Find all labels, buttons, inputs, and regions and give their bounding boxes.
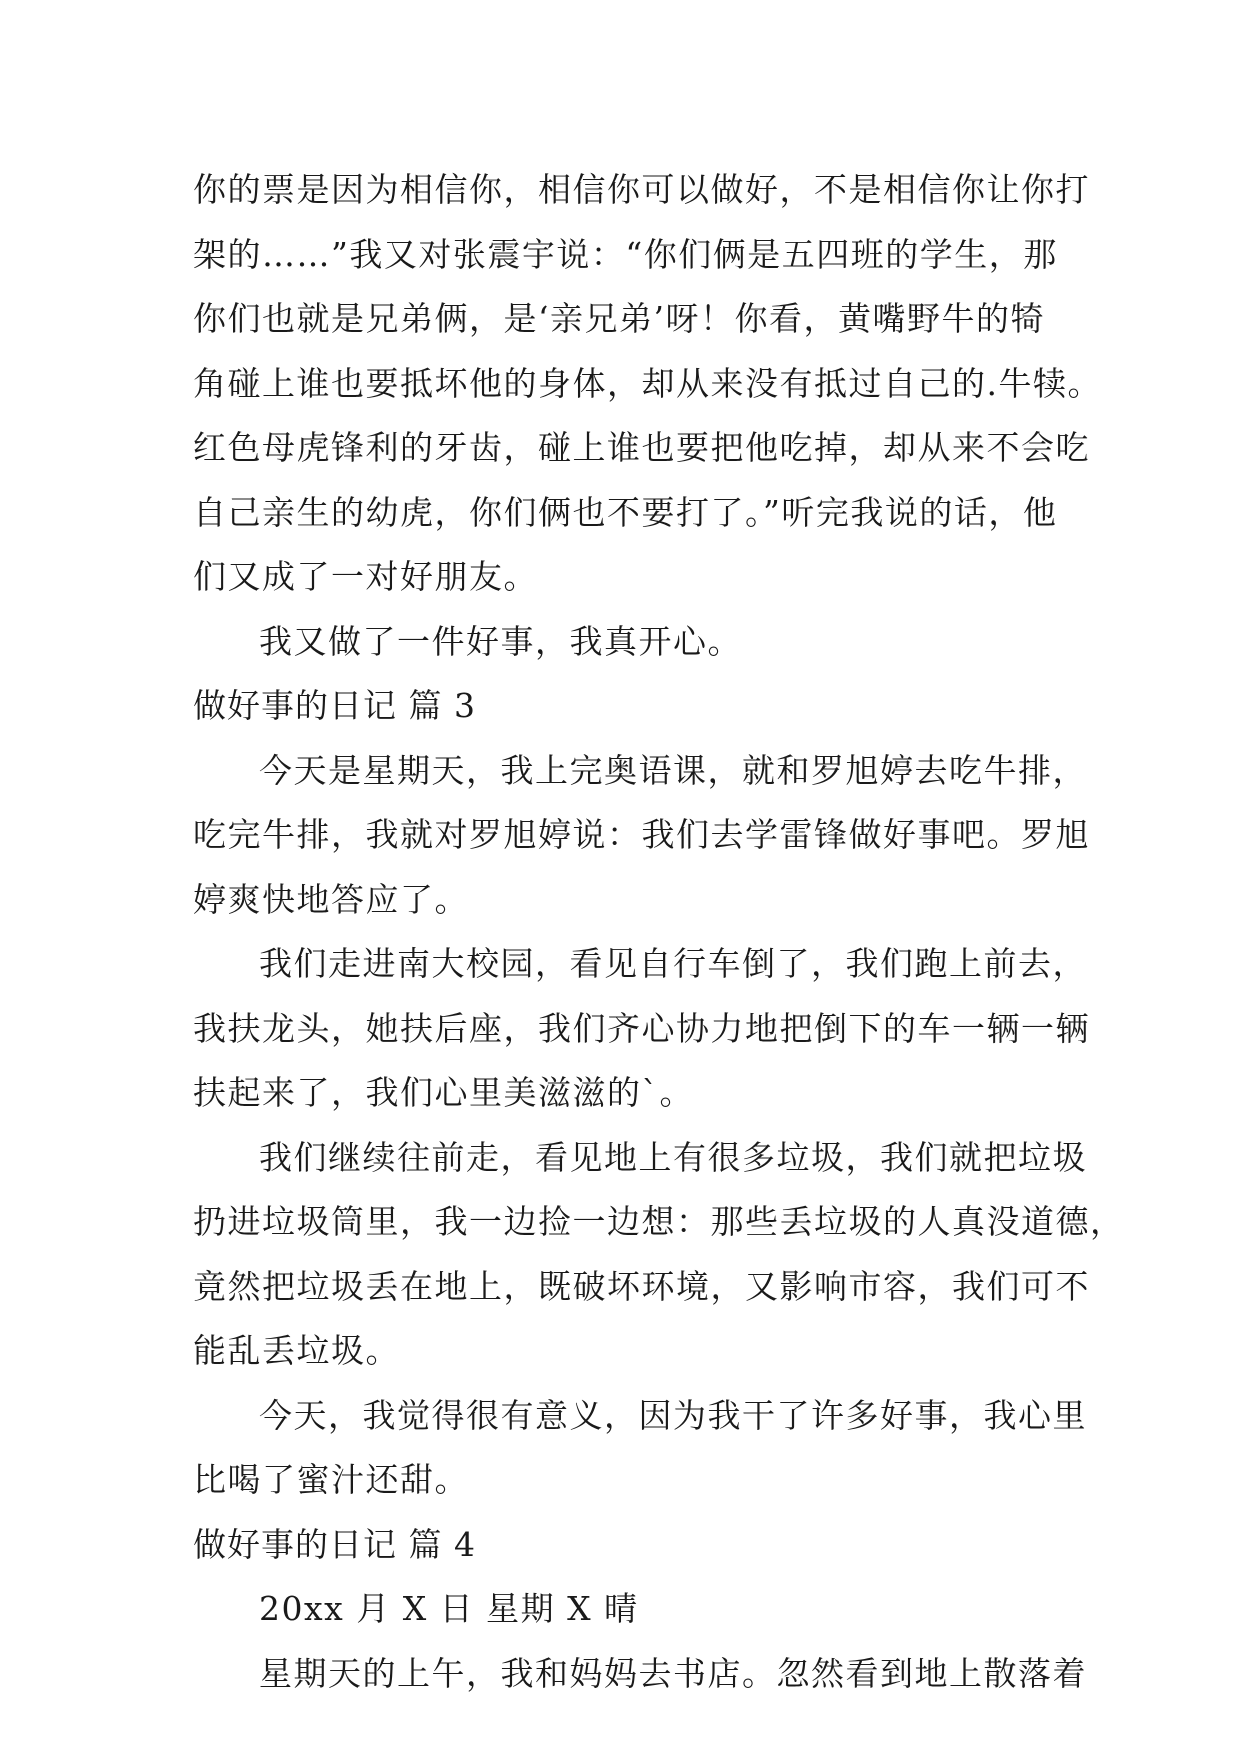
text-line: 红色母虎锋利的牙齿，碰上谁也要把他吃掉，却从来不会吃 [193, 428, 1090, 467]
text-line: 竟然把垃圾丢在地上，既破坏环境，又影响市容，我们可不 [193, 1266, 1090, 1306]
paragraph-first-line: 我们继续往前走，看见地上有很多垃圾，我们就把垃圾 [259, 1137, 1087, 1177]
text-line: 扶起来了，我们心里美滋滋的`。 [193, 1073, 694, 1112]
section-heading: 做好事的日记 篇 4 [193, 1524, 476, 1564]
text-line: 自己亲生的幼虎，你们俩也不要打了。”听完我说的话，他 [193, 492, 1058, 532]
text-line: 扔进垃圾筒里，我一边捡一边想：那些丢垃圾的人真没道德， [193, 1202, 1125, 1241]
text-line: 能乱丢垃圾。 [193, 1331, 400, 1370]
paragraph-first-line: 我们走进南大校园，看见自行车倒了，我们跑上前去， [259, 944, 1087, 983]
text-line: 婷爽快地答应了。 [193, 879, 469, 919]
text-line: 角碰上谁也要抵坏他的身体，却从来没有抵过自己的.牛犊。 [193, 363, 1102, 403]
text-line: 你们也就是兄弟俩，是‘亲兄弟’呀！你看，黄嘴野牛的犄 [193, 299, 1045, 338]
text-line: 我扶龙头，她扶后座，我们齐心协力地把倒下的车一辆一辆 [193, 1008, 1090, 1048]
text-line: 你的票是因为相信你，相信你可以做好，不是相信你让你打 [193, 170, 1090, 209]
section-heading: 做好事的日记 篇 3 [193, 686, 476, 725]
text-line: 比喝了蜜汁还甜。 [193, 1460, 469, 1499]
paragraph-first-line: 今天是星期天，我上完奥语课，就和罗旭婷去吃牛排， [259, 750, 1087, 790]
paragraph-first-line: 今天，我觉得很有意义，因为我干了许多好事，我心里 [259, 1395, 1087, 1435]
date-line: 20xx 月 X 日 星期 X 晴 [259, 1589, 639, 1628]
text-line: 吃完牛排，我就对罗旭婷说：我们去学雷锋做好事吧。罗旭 [193, 815, 1090, 854]
paragraph-first-line: 我又做了一件好事，我真开心。 [259, 621, 742, 661]
document-body [193, 158, 1125, 1706]
text-line: 架的……”我又对张震宇说：“你们俩是五四班的学生，那 [193, 234, 1058, 274]
paragraph-first-line: 星期天的上午，我和妈妈去书店。忽然看到地上散落着 [259, 1653, 1087, 1693]
text-line: 们又成了一对好朋友。 [193, 557, 538, 596]
